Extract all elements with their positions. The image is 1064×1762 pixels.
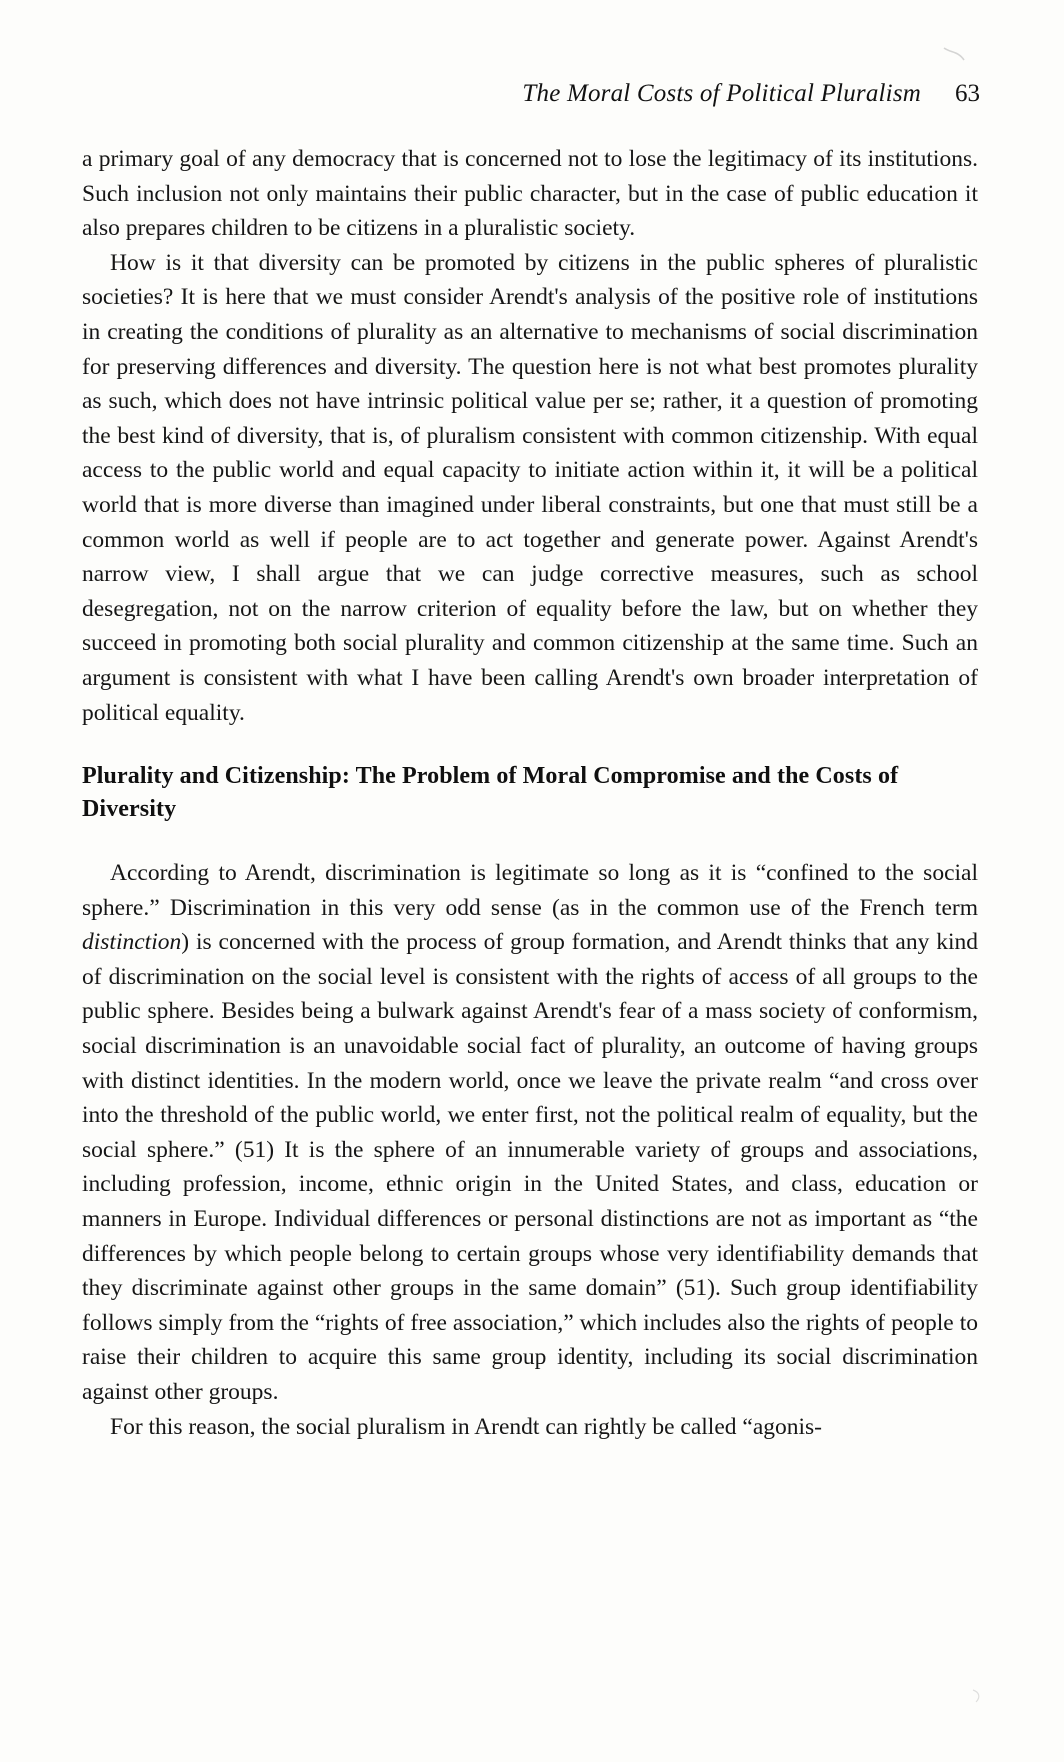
page-number: 63: [955, 80, 980, 107]
running-head: [72, 80, 988, 108]
paragraph-text-after-italic: ) is concerned with the process of group formation, and Arendt thinks that any kind of discrimination on the social level is consistent with the rights of access of all groups to the public sphere. Besides being a bulwark against Arendt's fear of a mass society of conformism, social discrimination is an unavoidable social fact of plurality, an outcome of having groups with distinct identities. In the modern world, once we leave the private realm “and cross over into the threshold of the public world, we enter first, not the political realm of equality, but the social sphere.” (51) It is the sphere of an innumerable variety of groups and associations, including profession, income, ethnic origin in the United States, and class, education or manners in Europe. Individual differences or personal distinctions are not as important as “the differences by which people belong to certain groups whose very identifiability demands that they discriminate against other groups in the same domain” (51). Such group identifiability follows simply from the “rights of free association,” which includes also the rights of people to raise their children to acquire this same group identity, including its social discrimination against other groups.: [82, 929, 978, 1405]
paragraph-arendt-discrimination: [82, 856, 978, 1410]
section-heading: Plurality and Citizenship: The Problem of Moral Compromise and the Costs of Diversity: [82, 763, 899, 823]
italic-term-distinction: distinction: [82, 929, 182, 956]
scan-artifact-bottom-icon: [970, 1688, 986, 1704]
paragraph-agonistic: For this reason, the social pluralism in Arendt can rightly be called “agonis-: [110, 1413, 822, 1440]
running-head-title: The Moral Costs of Political Pluralism: [522, 80, 921, 107]
scan-artifact-icon: [942, 44, 968, 70]
body-text-column: [72, 142, 988, 1444]
paragraph-diversity-promotion: How is it that diversity can be promoted by citizens in the public spheres of pluralistic societies? It is here that we must consider Arendt's analysis of the positive role of institutions in creating the conditions of plurality as an alternative to mechanisms of social discrimination for preserving differences and diversity. The question here is not what best promotes plurality as such, which does not have intrinsic political value per se; rather, it a question of promoting the best kind of diversity, that is, of pluralism consistent with common citizenship. With equal access to the public world and equal capacity to initiate action within it, it will be a political world that is more diverse than imagined under liberal constraints, but one that must still be a common world as well if people are to act together and generate power. Against Arendt's narrow view, I shall argue that we can judge corrective measures, such as school desegregation, not on the narrow criterion of equality before the law, but on whether they succeed in promoting both social plurality and common citizenship at the same time. Such an argument is consistent with what I have been calling Arendt's own broader interpretation of political equality.: [82, 249, 978, 726]
paragraph-text-before-italic: According to Arendt, discrimination is legitimate so long as it is “confined to the social sphere.” Discrimination in this very odd sense (as in the common use of the French term: [82, 860, 978, 921]
paragraph-continued: a primary goal of any democracy that is concerned not to lose the legitimacy of its institutions. Such inclusion not only maintains their public character, but in the case of public education it also prepares children to be citizens in a pluralistic society.: [82, 146, 978, 242]
